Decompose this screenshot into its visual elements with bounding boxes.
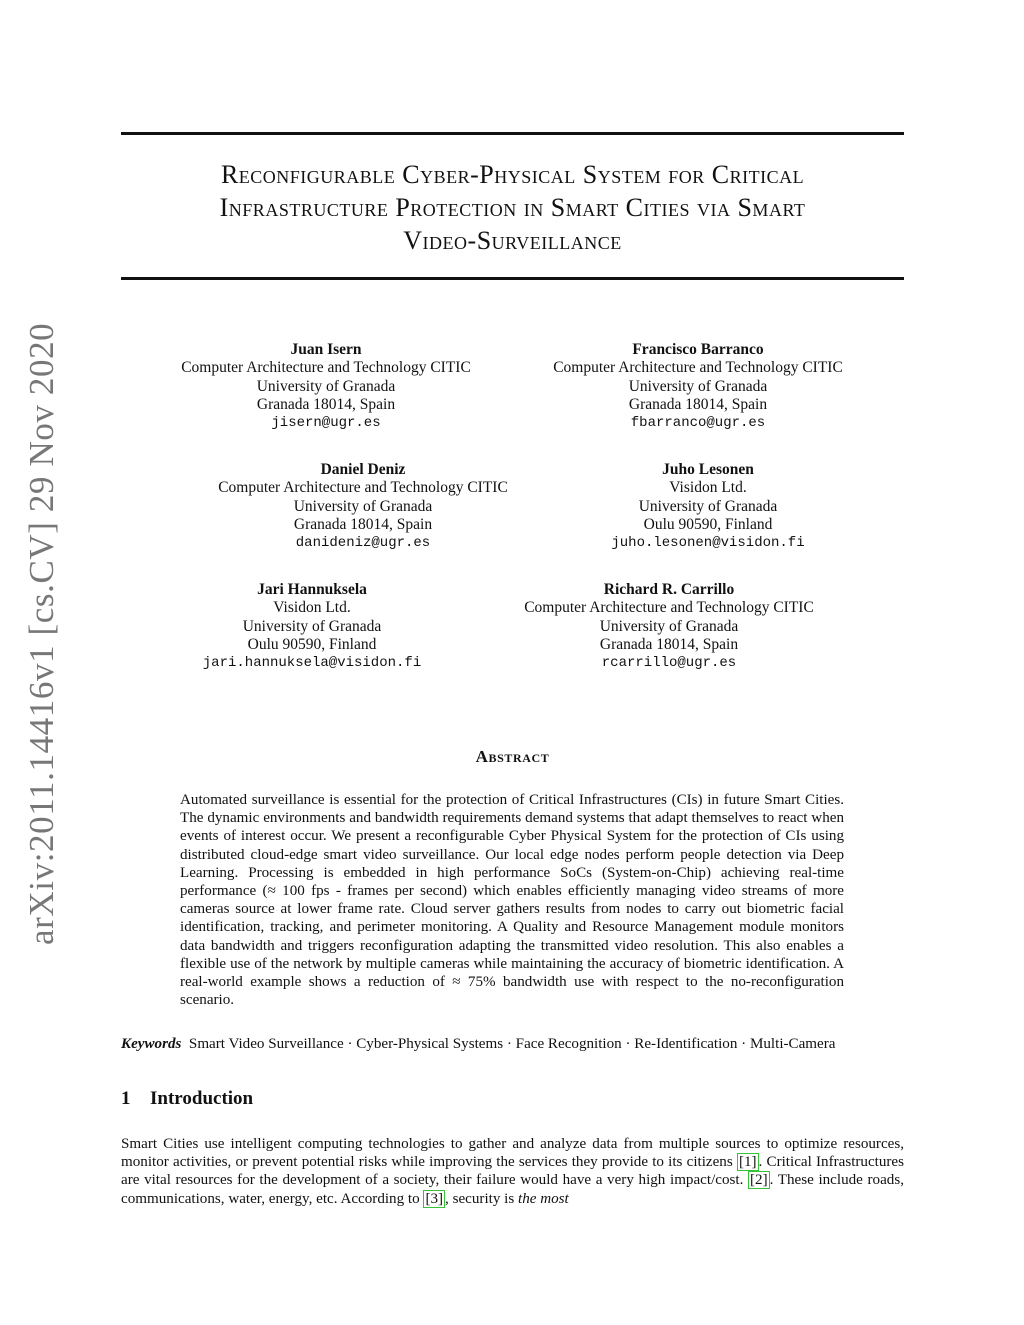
intro-paragraph: [121, 1135, 904, 1208]
author-name: Juho Lesonen: [662, 461, 754, 478]
keywords-line: [121, 1036, 921, 1053]
author-email[interactable]: jari.hannuksela@visidon.fi: [202, 655, 422, 672]
author-affiliation: Computer Architecture and Technology CITIC: [524, 599, 814, 617]
text-run: . Critical Infrastructures are vital resources for the development of a society, their failure would have a very high impact/cost.: [121, 1154, 904, 1189]
author-block: [578, 461, 838, 552]
abstract-text: Automated surveillance is essential for the protection of Critical Infrastructures (CIs) in future Smart Cities. The dynamic environments and bandwidth requirements demand systems that adapt themselves to react when events of interest occur. We present a reconfigurable Cyber Physical System for the protection of CIs using distributed cloud-edge smart video surveillance. Our local edge nodes perform people detection via Deep Learning. Processing is embedded in high performance SoCs (System-on-Chip) achieving real-time performance (≈ 100 fps - frames per second) which enables efficiently managing video streams of more cameras source at lower frame rate. Cloud server gathers results from nodes to carry out biometric facial identification, tracking, and perimeter monitoring. A Quality and Resource Management module monitors data bandwidth and triggers reconfiguration adapting the transmitted video resolution. This also enables a flexible use of the network by multiple cameras while maintaining the accuracy of biometric identification. A real-world example shows a reduction of ≈ 75% bandwidth use with respect to the no-reconfiguration scenario.: [180, 792, 844, 1009]
author-block: [156, 341, 496, 432]
author-location: Granada 18014, Spain: [599, 635, 739, 653]
paper-title: [121, 158, 904, 257]
author-affiliation: Computer Architecture and Technology CITIC: [181, 359, 471, 377]
author-university: University of Granada: [293, 497, 433, 515]
section-number: 1: [121, 1088, 131, 1109]
author-affiliation: Visidon Ltd.: [273, 599, 351, 617]
title-line-1: Reconfigurable Cyber-Physical System for Critical: [220, 160, 805, 189]
text-run: , security is: [445, 1190, 518, 1207]
title-line-3: Video-Surveillance: [403, 226, 622, 255]
author-name: Daniel Deniz: [320, 461, 406, 478]
citation-link[interactable]: [1]: [738, 1154, 757, 1171]
author-block: [499, 581, 839, 672]
abstract-heading: Abstract: [475, 747, 550, 766]
arxiv-identifier: arXiv:2011.14416v1 [cs.CV] 29 Nov 2020: [22, 322, 61, 945]
author-block: [193, 461, 533, 552]
author-email[interactable]: juho.lesonen@visidon.fi: [611, 535, 805, 552]
author-affiliation: Visidon Ltd.: [669, 479, 747, 497]
author-email[interactable]: rcarrillo@ugr.es: [601, 655, 737, 672]
author-university: University of Granada: [638, 497, 778, 515]
author-location: Granada 18014, Spain: [256, 395, 396, 413]
text-run: Smart Cities use intelligent computing technologies to gather and analyze data from multiple sources to optimize resources, monitor activities, or prevent potential risks while improving the services they provide to its citizens: [121, 1136, 904, 1171]
author-email[interactable]: jisern@ugr.es: [271, 415, 381, 432]
author-university: University of Granada: [628, 377, 768, 395]
author-university: University of Granada: [599, 617, 739, 635]
author-affiliation: Computer Architecture and Technology CITIC: [553, 359, 843, 377]
author-affiliation: Computer Architecture and Technology CITIC: [218, 479, 508, 497]
author-email[interactable]: danideniz@ugr.es: [295, 535, 431, 552]
author-name: Juan Isern: [290, 341, 362, 358]
author-email[interactable]: fbarranco@ugr.es: [630, 415, 766, 432]
author-location: Granada 18014, Spain: [293, 515, 433, 533]
author-location: Oulu 90590, Finland: [247, 635, 377, 653]
author-university: University of Granada: [242, 617, 382, 635]
text-run: . These include roads, communications, water, energy, etc. According to: [121, 1172, 904, 1207]
keywords-label: Keywords: [121, 1036, 182, 1052]
author-name: Richard R. Carrillo: [603, 581, 735, 598]
author-location: Oulu 90590, Finland: [643, 515, 773, 533]
author-name: Jari Hannuksela: [257, 581, 367, 598]
title-rule-top: [121, 132, 904, 135]
text-run: the most: [518, 1190, 569, 1207]
title-rule-bottom: [121, 277, 904, 280]
keywords-text: Smart Video Surveillance · Cyber-Physical Systems · Face Recognition · Re-Identification · Multi-Camera: [188, 1036, 836, 1052]
section-title: Introduction: [150, 1088, 254, 1109]
author-block: [182, 581, 442, 672]
author-university: University of Granada: [256, 377, 396, 395]
title-line-2: Infrastructure Protection in Smart Cities via Smart: [219, 193, 806, 222]
author-block: [528, 341, 868, 432]
citation-link[interactable]: [3]: [425, 1190, 444, 1207]
author-name: Francisco Barranco: [632, 341, 764, 358]
section-heading: [121, 1088, 253, 1110]
author-location: Granada 18014, Spain: [628, 395, 768, 413]
citation-link[interactable]: [2]: [750, 1172, 768, 1189]
